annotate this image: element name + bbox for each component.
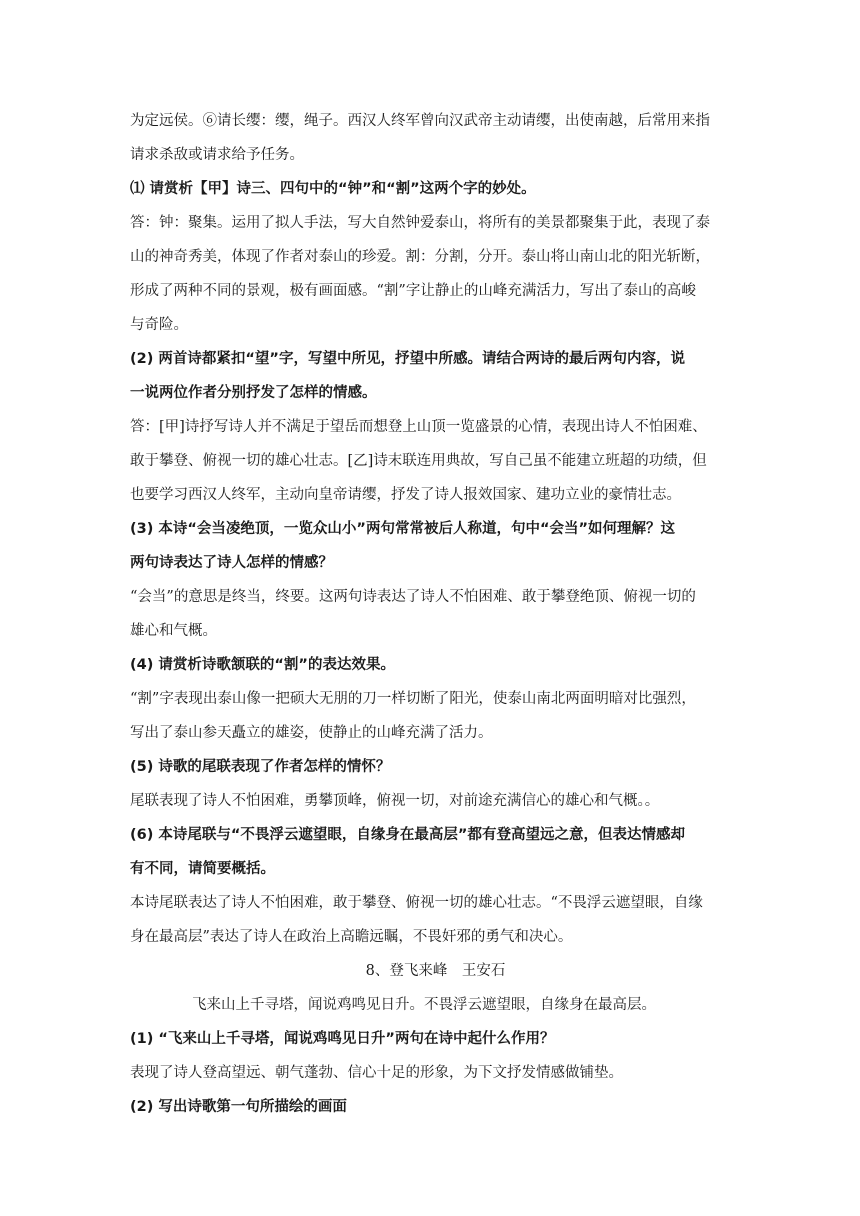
- answer-text: 本诗尾联表达了诗人不怕困难，敢于攀登、俯视一切的雄心壮志。“不畏浮云遮望眼，自缘: [130, 895, 703, 911]
- answer-text: 与奇险。: [130, 317, 188, 333]
- question-5: (5) 诗歌的尾联表现了作者怎样的情怀？: [130, 759, 391, 775]
- question-2: (2) 两首诗都紧扣“望”字，写望中所见，抒望中所感。请结合两诗的最后两句内容，说: [130, 351, 685, 367]
- answer-text: 敢于攀登、俯视一切的雄心壮志。[乙]诗末联连用典故，写自己虽不能建立班超的功绩，但: [130, 453, 707, 469]
- answer-text: 身在最高层”表达了诗人在政治上高瞻远瞩，不畏奸邪的勇气和决心。: [130, 929, 573, 945]
- question-3: (3) 本诗“会当凌绝顶，一览众山小”两句常常被后人称道，句中“会当”如何理解？这: [130, 521, 676, 537]
- answer-text: 请求杀敌或请求给予任务。: [130, 147, 304, 163]
- question-1: ⑴ 请赏析【甲】诗三、四句中的“钟”和“割”这两个字的妙处。: [130, 181, 536, 197]
- answer-text: 雄心和气概。: [130, 623, 217, 639]
- question-6-cont: 有不同，请简要概括。: [130, 861, 275, 877]
- question-8-2: (2) 写出诗歌第一句所描绘的画面: [130, 1099, 347, 1115]
- answer-text: “割”字表现出泰山像一把硕大无朋的刀一样切断了阳光，使泰山南北两面明暗对比强烈，: [130, 691, 696, 707]
- poem-text: 飞来山上千寻塔，闻说鸡鸣见日升。不畏浮云遮望眼，自缘身在最高层。: [192, 997, 656, 1013]
- answer-text: 答：[甲]诗抒写诗人并不满足于望岳而想登上山顶一览盛景的心情，表现出诗人不怕困难、: [130, 419, 707, 435]
- answer-text: “会当”的意思是终当，终要。这两句诗表达了诗人不怕困难、敢于攀登绝顶、俯视一切的: [130, 589, 696, 605]
- answer-text: 答：钟：聚集。运用了拟人手法，写大自然钟爱泰山，将所有的美景都聚集于此，表现了泰: [130, 215, 710, 231]
- question-8-1: (1) “飞来山上千寻塔，闻说鸡鸣见日升”两句在诗中起什么作用？: [130, 1031, 555, 1047]
- section-heading: 8、登飞来峰 王安石: [365, 963, 506, 979]
- question-3-cont: 两句诗表达了诗人怎样的情感？: [130, 555, 333, 571]
- answer-text: 形成了两种不同的景观，极有画面感。“割”字让静止的山峰充满活力，写出了泰山的高峻: [130, 283, 696, 299]
- answer-text: 写出了泰山参天矗立的雄姿，使静止的山峰充满了活力。: [130, 725, 493, 741]
- question-6: (6) 本诗尾联与“不畏浮云遮望眼，自缘身在最高层”都有登高望远之意，但表达情感却: [130, 827, 685, 843]
- question-2-cont: 一说两位作者分别抒发了怎样的情感。: [130, 385, 377, 401]
- question-4: (4) 请赏析诗歌颔联的“割”的表达效果。: [130, 657, 395, 673]
- answer-text: 山的神奇秀美，体现了作者对泰山的珍爱。割：分割，分开。泰山将山南山北的阳光斩断，: [130, 249, 710, 265]
- answer-text: 也要学习西汉人终军，主动向皇帝请缨，抒发了诗人报效国家、建功立业的豪情壮志。: [130, 487, 681, 503]
- answer-text: 尾联表现了诗人不怕困难，勇攀顶峰，俯视一切，对前途充满信心的雄心和气概。。: [130, 793, 660, 809]
- answer-text: 表现了诗人登高望远、朝气蓬勃、信心十足的形象，为下文抒发情感做铺垫。: [130, 1065, 623, 1081]
- answer-text: 为定远侯。⑥请长缨：缨，绳子。西汉人终军曾向汉武帝主动请缨，出使南越，后常用来指: [130, 113, 710, 129]
